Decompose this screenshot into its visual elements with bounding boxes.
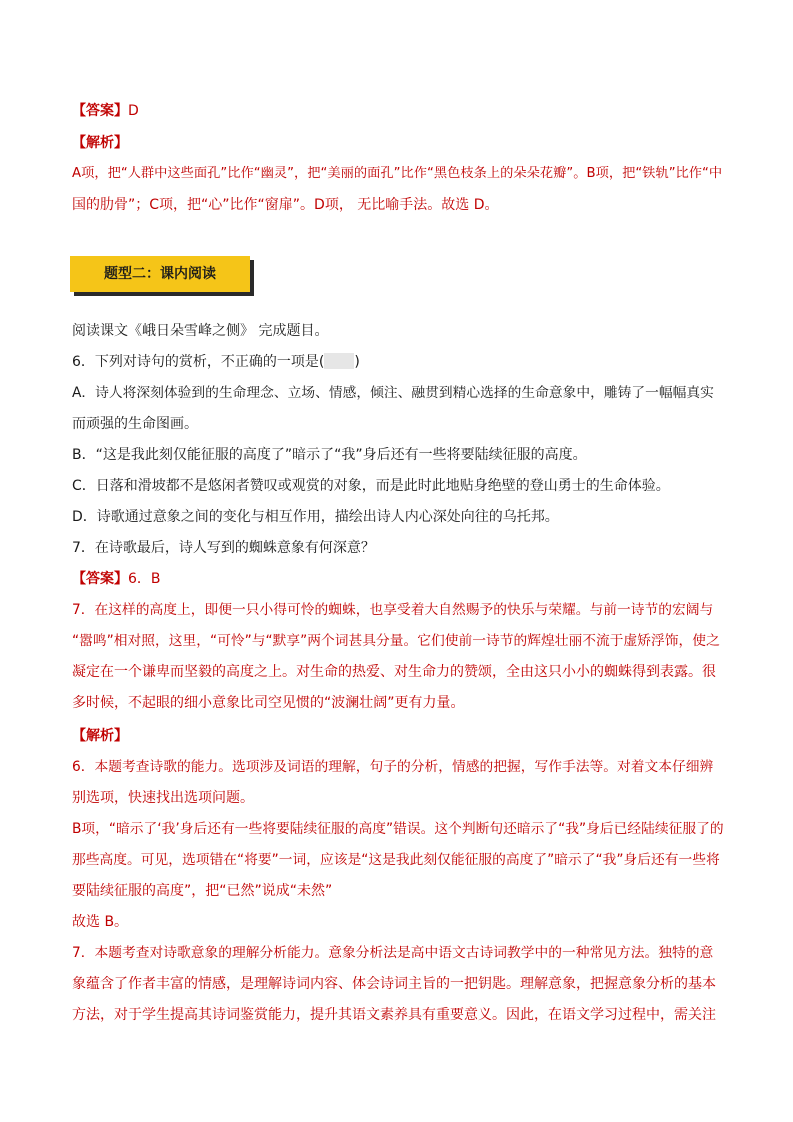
reading-intro: 阅读课文《峨日朵雪峰之侧》 完成题目。 xyxy=(72,323,329,339)
analysis-text-line: 7．本题考查对诗歌意象的理解分析能力。意象分析法是高中语文古诗词教学中的一种常见方法。独特的意 xyxy=(72,945,714,961)
question-6-option: C．日落和滑坡都不是悠闲者赞叹或观赏的对象，而是此时此地贴身绝壁的登山勇士的生命体验。 xyxy=(72,478,670,494)
answer-text-line: 7．在这样的高度上，即便一只小得可怜的蜘蛛，也享受着大自然赐予的快乐与荣耀。与前一诗节的宏阔与 xyxy=(72,602,714,618)
analysis-text-line: 要陆续征服的高度”，把“已然”说成“未然” xyxy=(72,883,333,899)
answer-line-1 xyxy=(72,101,724,121)
question-6-stem-text: 6．下列对诗句的赏析，不正确的一项是( xyxy=(72,354,325,370)
analysis-label-1: 【解析】 xyxy=(72,135,128,151)
banner-title: 题型二：课内阅读 xyxy=(104,266,216,282)
analysis-text-line: A项，把“人群中这些面孔”比作“幽灵”，把“美丽的面孔”比作“黑色枝条上的朵朵花瓣”。B项，把“铁轨”比作“中 xyxy=(72,166,723,181)
analysis-text-line: 别选项，快速找出选项问题。 xyxy=(72,790,254,806)
answer-blank xyxy=(324,353,354,369)
question-6-option: D．诗歌通过意象之间的变化与相互作用，描绘出诗人内心深处向往的乌托邦。 xyxy=(72,509,559,525)
question-6-stem-close: ) xyxy=(354,354,360,370)
question-7-stem: 7．在诗歌最后，诗人写到的蜘蛛意象有何深意？ xyxy=(72,540,375,556)
analysis-text-line: 6．本题考查诗歌的能力。选项涉及词语的理解，句子的分析，情感的把握，写作手法等。对着文本仔细辨 xyxy=(72,759,714,775)
answer-label: 【答案】 xyxy=(72,103,128,119)
analysis-text-line: 那些高度。可见，选项错在“将要”一词，应该是“这是我此刻仅能征服的高度了”暗示了“我”身后还有一些将 xyxy=(72,852,720,868)
question-6-option: B．“这是我此刻仅能征服的高度了”暗示了“我”身后还有一些将要陆续征服的高度。 xyxy=(72,447,587,463)
analysis-text-line: 方法，对于学生提高其诗词鉴赏能力，提升其语文素养具有重要意义。因此，在语文学习过程中，需关注 xyxy=(72,1007,716,1023)
analysis-text-line: B项，“暗示了‘我’身后还有一些将要陆续征服的高度”错误。这个判断句还暗示了“我”身后已经陆续征服了的 xyxy=(72,821,724,837)
analysis-text-line: 故选 B。 xyxy=(72,914,129,930)
answer-text-line: “嚣鸣”相对照，这里，“可怜”与“默享”两个词甚具分量。它们使前一诗节的辉煌壮丽不流于虚矫浮饰，使之 xyxy=(72,633,720,649)
question-6-option: A．诗人将深刻体验到的生命理念、立场、情感，倾注、融贯到精心选择的生命意象中，雕铸了一幅幅真实 xyxy=(72,385,714,401)
answer-value: 6．B xyxy=(128,571,161,587)
analysis-text-line: 国的肋骨”；C项，把“心”比作“窗扉”。D项， 无比喻手法。故选 D。 xyxy=(72,197,499,213)
question-6-stem xyxy=(72,352,724,372)
answer-text-line: 凝定在一个谦卑而坚毅的高度之上。对生命的热爱、对生命力的赞颂，全由这只小小的蜘蛛得到表露。很 xyxy=(72,664,716,680)
answer-line-2 xyxy=(72,569,724,589)
analysis-text-line: 象蕴含了作者丰富的情感，是理解诗词内容、体会诗词主旨的一把钥匙。理解意象，把握意象分析的基本 xyxy=(72,976,716,992)
analysis-label-2: 【解析】 xyxy=(72,728,128,744)
question-6-option: 而顽强的生命图画。 xyxy=(72,416,198,432)
section-banner xyxy=(70,256,254,296)
answer-value: D xyxy=(128,103,139,119)
answer-label: 【答案】 xyxy=(72,571,128,587)
answer-text-line: 多时候，不起眼的细小意象比司空见惯的“波澜壮阔”更有力量。 xyxy=(72,695,465,711)
